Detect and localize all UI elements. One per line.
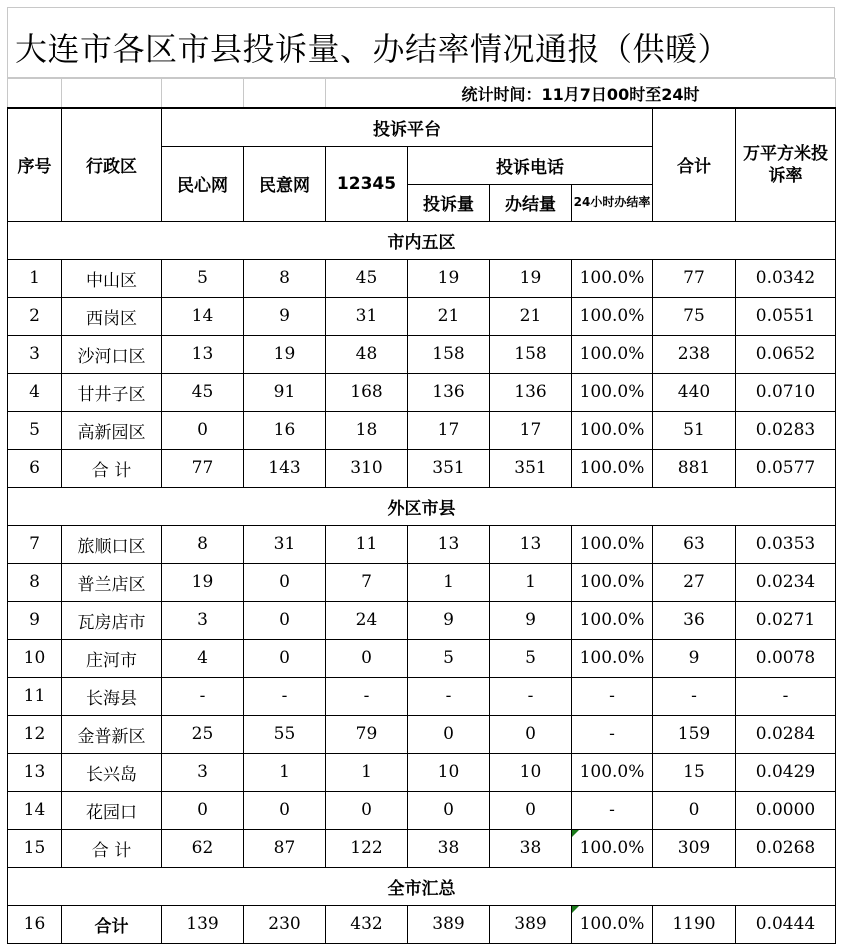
cell-complaints[interactable]: 9 [408,601,490,639]
cell-per-area[interactable]: 0.0284 [736,715,836,753]
cell-complaints[interactable]: 21 [408,297,490,335]
cell-resolved[interactable]: 1 [490,563,572,601]
cell-rate[interactable]: 100.0% [572,829,653,867]
cell-rate[interactable]: 100.0% [572,905,653,943]
cell-total[interactable]: 440 [653,373,736,411]
table-body [8,221,836,943]
cell-seq[interactable]: 8 [8,563,62,601]
table-row [8,297,836,335]
table-row [8,259,836,297]
cell-resolved[interactable]: 10 [490,753,572,791]
cell-resolved[interactable]: 13 [490,525,572,563]
cell-rate[interactable]: 100.0% [572,525,653,563]
cell-per-area[interactable]: 0.0444 [736,905,836,943]
empty-cell[interactable] [162,79,244,109]
table-row [8,639,836,677]
header-platform[interactable]: 投诉平台 [162,108,653,146]
cell-complaints[interactable]: 17 [408,411,490,449]
cell-seq[interactable]: 9 [8,601,62,639]
header-total[interactable]: 合计 [653,108,736,221]
cell-minxin[interactable]: 19 [162,563,244,601]
cell-total[interactable]: 27 [653,563,736,601]
section-row [8,487,836,525]
cell-minyi[interactable]: 9 [244,297,326,335]
title-cell[interactable] [7,7,835,78]
cell-rate[interactable]: 100.0% [572,297,653,335]
cell-per-area[interactable]: 0.0577 [736,449,836,487]
cell-resolved[interactable]: 17 [490,411,572,449]
table-row [8,411,836,449]
cell-district[interactable]: 庄河市 [62,639,162,677]
cell-minxin[interactable]: 3 [162,753,244,791]
cell-rate[interactable]: 100.0% [572,259,653,297]
table-row [8,563,836,601]
cell-seq[interactable]: 4 [8,373,62,411]
cell-resolved[interactable]: 5 [490,639,572,677]
cell-total[interactable]: 75 [653,297,736,335]
cell-resolved[interactable]: - [490,677,572,715]
cell-resolved[interactable]: 158 [490,335,572,373]
table-row [8,449,836,487]
cell-hotline[interactable]: 11 [326,525,408,563]
cell-district[interactable]: 瓦房店市 [62,601,162,639]
cell-minxin[interactable]: 8 [162,525,244,563]
cell-district[interactable]: 中山区 [62,259,162,297]
cell-complaints[interactable]: - [408,677,490,715]
cell-district[interactable]: 西岗区 [62,297,162,335]
cell-hotline[interactable]: - [326,677,408,715]
cell-complaints[interactable]: 389 [408,905,490,943]
cell-seq[interactable]: 16 [8,905,62,943]
cell-resolved[interactable]: 38 [490,829,572,867]
header-per-area[interactable]: 万平方米投诉率 [736,108,836,221]
cell-minyi[interactable]: 0 [244,639,326,677]
section-title[interactable]: 市内五区 [8,221,836,259]
cell-minyi[interactable]: 0 [244,563,326,601]
cell-rate[interactable]: 100.0% [572,753,653,791]
header-hotline[interactable]: 12345 [326,146,408,221]
cell-hotline[interactable]: 31 [326,297,408,335]
cell-district[interactable]: 甘井子区 [62,373,162,411]
cell-minyi[interactable]: 0 [244,791,326,829]
cell-rate[interactable]: 100.0% [572,373,653,411]
cell-seq[interactable]: 6 [8,449,62,487]
cell-total[interactable]: 159 [653,715,736,753]
cell-per-area[interactable]: 0.0429 [736,753,836,791]
table-row [8,753,836,791]
cell-rate[interactable]: - [572,791,653,829]
cell-minyi[interactable]: 8 [244,259,326,297]
section-title[interactable]: 外区市县 [8,487,836,525]
cell-total[interactable]: 309 [653,829,736,867]
header-seq[interactable]: 序号 [8,108,62,221]
cell-complaints[interactable]: 351 [408,449,490,487]
table-row [8,525,836,563]
header-complaints[interactable]: 投诉量 [408,184,490,221]
cell-total[interactable]: 36 [653,601,736,639]
cell-minxin[interactable]: 77 [162,449,244,487]
cell-district[interactable]: 沙河口区 [62,335,162,373]
table-row [8,715,836,753]
cell-resolved[interactable]: 0 [490,715,572,753]
cell-seq[interactable]: 12 [8,715,62,753]
cell-complaints[interactable]: 136 [408,373,490,411]
cell-minxin[interactable]: 25 [162,715,244,753]
report-title: 大连市各区市县投诉量、办结率情况通报（供暖） [15,30,731,68]
cell-minyi[interactable]: 19 [244,335,326,373]
cell-complaints[interactable]: 1 [408,563,490,601]
table-row [8,601,836,639]
cell-hotline[interactable]: 432 [326,905,408,943]
cell-minyi[interactable]: 1 [244,753,326,791]
cell-minyi[interactable]: 143 [244,449,326,487]
cell-hotline[interactable]: 48 [326,335,408,373]
header-resolved[interactable]: 办结量 [490,184,572,221]
cell-total[interactable]: 881 [653,449,736,487]
cell-minxin[interactable]: 13 [162,335,244,373]
cell-minxin[interactable]: 62 [162,829,244,867]
cell-hotline[interactable]: 122 [326,829,408,867]
cell-seq[interactable]: 1 [8,259,62,297]
cell-per-area[interactable]: 0.0551 [736,297,836,335]
cell-district[interactable]: 金普新区 [62,715,162,753]
cell-district[interactable]: 长海县 [62,677,162,715]
cell-per-area[interactable]: 0.0268 [736,829,836,867]
empty-cell[interactable] [244,79,326,109]
cell-per-area[interactable]: 0.0234 [736,563,836,601]
cell-minyi[interactable]: 87 [244,829,326,867]
cell-seq[interactable]: 7 [8,525,62,563]
cell-district[interactable]: 普兰店区 [62,563,162,601]
table-row [8,373,836,411]
cell-hotline[interactable]: 0 [326,639,408,677]
cell-rate[interactable]: 100.0% [572,601,653,639]
cell-per-area[interactable]: 0.0710 [736,373,836,411]
cell-district[interactable]: 高新园区 [62,411,162,449]
header-row-1 [8,108,836,146]
cell-total[interactable]: 15 [653,753,736,791]
cell-per-area[interactable]: 0.0078 [736,639,836,677]
cell-resolved[interactable]: 0 [490,791,572,829]
header-rate24[interactable]: 24小时办结率 [572,184,653,221]
cell-resolved[interactable]: 19 [490,259,572,297]
cell-complaints[interactable]: 5 [408,639,490,677]
section-row [8,221,836,259]
cell-district[interactable]: 旅顺口区 [62,525,162,563]
cell-resolved[interactable]: 9 [490,601,572,639]
cell-per-area[interactable]: 0.0283 [736,411,836,449]
cell-rate[interactable]: 100.0% [572,335,653,373]
header-minxin[interactable]: 民心网 [162,146,244,221]
cell-minxin[interactable]: - [162,677,244,715]
cell-complaints[interactable]: 0 [408,791,490,829]
cell-seq[interactable]: 5 [8,411,62,449]
cell-complaints[interactable]: 38 [408,829,490,867]
cell-minxin[interactable]: 3 [162,601,244,639]
cell-minyi[interactable]: 16 [244,411,326,449]
cell-hotline[interactable]: 7 [326,563,408,601]
cell-resolved[interactable]: 389 [490,905,572,943]
table-row [8,829,836,867]
cell-resolved[interactable]: 136 [490,373,572,411]
cell-per-area[interactable]: - [736,677,836,715]
cell-minyi[interactable]: 0 [244,601,326,639]
cell-complaints[interactable]: 158 [408,335,490,373]
cell-complaints[interactable]: 13 [408,525,490,563]
header-minyi[interactable]: 民意网 [244,146,326,221]
cell-total[interactable]: 9 [653,639,736,677]
cell-seq[interactable]: 14 [8,791,62,829]
cell-rate[interactable]: 100.0% [572,563,653,601]
cell-hotline[interactable]: 24 [326,601,408,639]
cell-complaints[interactable]: 19 [408,259,490,297]
cell-total[interactable]: 0 [653,791,736,829]
cell-rate[interactable]: - [572,677,653,715]
cell-per-area[interactable]: 0.0000 [736,791,836,829]
cell-rate[interactable]: 100.0% [572,449,653,487]
stat-time[interactable]: 统计时间：11月7日00时至24时 [326,79,836,109]
cell-minxin[interactable]: 139 [162,905,244,943]
cell-minxin[interactable]: 0 [162,411,244,449]
cell-hotline[interactable]: 168 [326,373,408,411]
cell-district[interactable]: 合计 [62,905,162,943]
cell-hotline[interactable]: 310 [326,449,408,487]
cell-total[interactable]: 77 [653,259,736,297]
cell-hotline[interactable]: 79 [326,715,408,753]
cell-district[interactable]: 合 计 [62,449,162,487]
cell-total[interactable]: 238 [653,335,736,373]
cell-minxin[interactable]: 45 [162,373,244,411]
cell-hotline[interactable]: 45 [326,259,408,297]
cell-district[interactable]: 合 计 [62,829,162,867]
cell-hotline[interactable]: 1 [326,753,408,791]
table-row [8,677,836,715]
cell-seq[interactable]: 3 [8,335,62,373]
table-row [8,335,836,373]
cell-seq[interactable]: 11 [8,677,62,715]
cell-resolved[interactable]: 21 [490,297,572,335]
empty-cell[interactable] [8,79,62,109]
cell-district[interactable]: 长兴岛 [62,753,162,791]
cell-minxin[interactable]: 0 [162,791,244,829]
cell-minxin[interactable]: 4 [162,639,244,677]
cell-minyi[interactable]: - [244,677,326,715]
cell-minxin[interactable]: 5 [162,259,244,297]
header-district[interactable]: 行政区 [62,108,162,221]
cell-rate[interactable]: 100.0% [572,411,653,449]
cell-complaints[interactable]: 0 [408,715,490,753]
cell-minyi[interactable]: 91 [244,373,326,411]
cell-rate[interactable]: 100.0% [572,639,653,677]
cell-total[interactable]: 1190 [653,905,736,943]
cell-minxin[interactable]: 14 [162,297,244,335]
section-row [8,867,836,905]
cell-per-area[interactable]: 0.0652 [736,335,836,373]
header-phone[interactable]: 投诉电话 [408,146,653,184]
cell-seq[interactable]: 15 [8,829,62,867]
cell-total[interactable]: - [653,677,736,715]
cell-per-area[interactable]: 0.0353 [736,525,836,563]
cell-minyi[interactable]: 230 [244,905,326,943]
cell-per-area[interactable]: 0.0342 [736,259,836,297]
cell-seq[interactable]: 2 [8,297,62,335]
section-title[interactable]: 全市汇总 [8,867,836,905]
cell-hotline[interactable]: 0 [326,791,408,829]
cell-rate[interactable]: - [572,715,653,753]
cell-hotline[interactable]: 18 [326,411,408,449]
cell-per-area[interactable]: 0.0271 [736,601,836,639]
cell-resolved[interactable]: 351 [490,449,572,487]
table-row [8,791,836,829]
cell-seq[interactable]: 10 [8,639,62,677]
cell-total[interactable]: 51 [653,411,736,449]
report-table [7,78,836,944]
stat-row [8,79,836,109]
cell-minyi[interactable]: 31 [244,525,326,563]
cell-total[interactable]: 63 [653,525,736,563]
cell-seq[interactable]: 13 [8,753,62,791]
table-row [8,905,836,943]
empty-cell[interactable] [62,79,162,109]
cell-minyi[interactable]: 55 [244,715,326,753]
cell-district[interactable]: 花园口 [62,791,162,829]
cell-complaints[interactable]: 10 [408,753,490,791]
